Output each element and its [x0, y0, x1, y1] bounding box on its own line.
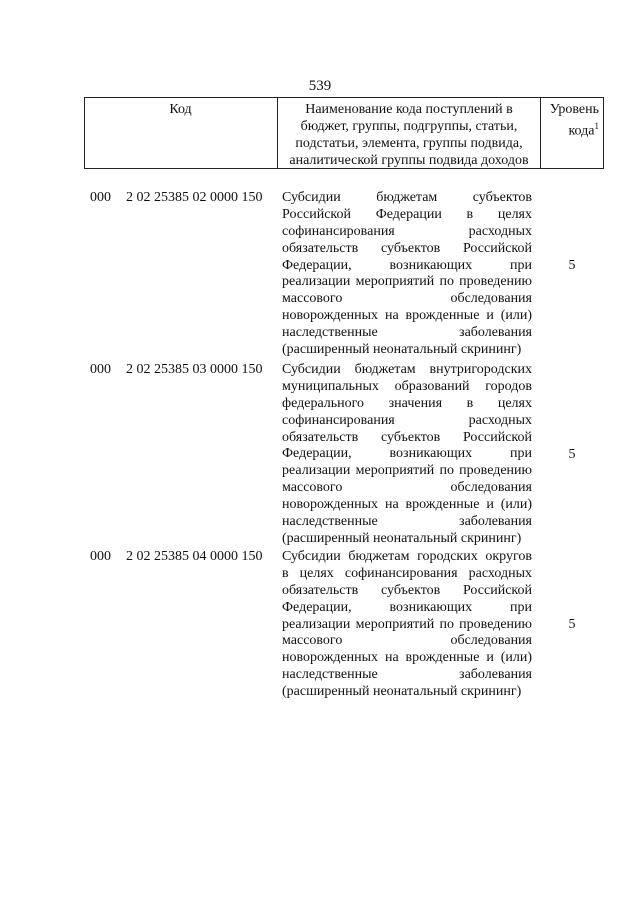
description-line: реализации мероприятий по проведению: [282, 616, 532, 632]
description-line: наследственные заболевания: [282, 325, 532, 341]
admin-code: 000: [90, 362, 111, 377]
description-line: обязательств субъектов Российской: [282, 240, 532, 256]
description-line: обязательств субъектов Российской: [282, 582, 532, 598]
budget-code: 2 02 25385 04 0000 150: [126, 549, 263, 564]
description-line: наследственные заболевания: [282, 667, 532, 683]
description-line: реализации мероприятий по проведению: [282, 274, 532, 290]
header-level-line2: [541, 118, 599, 140]
description-line: Субсидии бюджетам субъектов: [282, 190, 532, 205]
description-line: новорожденных на врожденные и (или): [282, 497, 532, 513]
description-line: (расширенный неонатальный скрининг): [282, 530, 522, 546]
header-level-footnote: 1: [594, 121, 599, 131]
header-level-line1: Уровень: [549, 102, 599, 117]
description-line: Федерации, возникающих при: [282, 257, 532, 273]
description-line: новорожденных на врожденные и (или): [282, 308, 532, 324]
description-line: Федерации, возникающих при: [282, 599, 532, 615]
page-number: 539: [308, 78, 332, 94]
budget-code: 2 02 25385 02 0000 150: [126, 190, 263, 205]
header-name-line: Наименование кода поступлений в: [305, 102, 513, 117]
description-line: обязательств субъектов Российской: [282, 429, 532, 445]
description-line: Субсидии бюджетам внутригородских: [282, 362, 532, 377]
code-level: 5: [568, 446, 576, 462]
description-line: (расширенный неонатальный скрининг): [282, 684, 522, 700]
budget-code: 2 02 25385 03 0000 150: [126, 362, 263, 377]
description-line: софинансирования расходных: [282, 223, 532, 239]
header-name-cell: [278, 101, 540, 169]
description-line: реализации мероприятий по проведению: [282, 463, 532, 479]
header-name-line: аналитической группы подвида доходов: [289, 153, 529, 168]
description-line: массового обследования: [282, 291, 532, 307]
header-level-text: кода: [568, 123, 595, 139]
admin-code: 000: [90, 190, 111, 205]
description-line: в целях софинансирования расходных: [282, 565, 532, 581]
code-description: [282, 549, 532, 701]
description-line: новорожденных на врожденные и (или): [282, 650, 532, 666]
description-line: муниципальных образований городов: [282, 378, 532, 394]
admin-code: 000: [90, 549, 111, 564]
code-level: 5: [568, 616, 576, 632]
description-line: (расширенный неонатальный скрининг): [282, 342, 522, 358]
header-code-cell: Код: [169, 102, 192, 117]
description-line: массового обследования: [282, 480, 532, 496]
description-line: Федерации, возникающих при: [282, 446, 532, 462]
description-line: софинансирования расходных: [282, 412, 532, 428]
header-level-cell: [541, 101, 599, 140]
code-description: [282, 190, 532, 359]
code-description: [282, 362, 532, 548]
description-line: массового обследования: [282, 633, 532, 649]
description-line: наследственные заболевания: [282, 514, 532, 530]
header-name-line: подстатьи, элемента, группы подвида,: [295, 136, 523, 151]
description-line: Субсидии бюджетам городских округов: [282, 549, 532, 564]
code-level: 5: [568, 257, 576, 273]
header-name-line: бюджет, группы, подгруппы, статьи,: [300, 119, 518, 134]
description-line: федерального значения в целях: [282, 395, 532, 411]
description-line: Российской Федерации в целях: [282, 206, 532, 222]
